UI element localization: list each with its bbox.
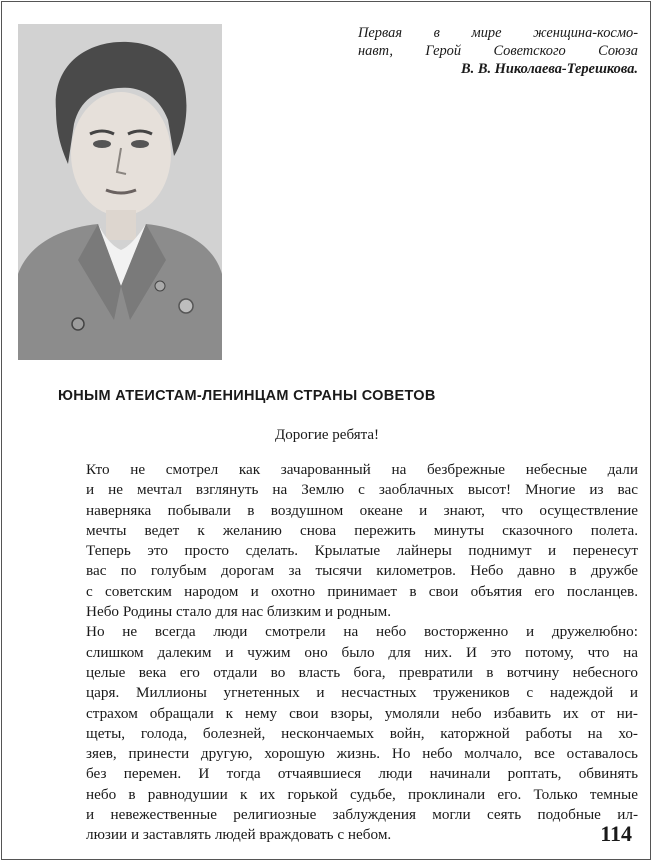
text-line: царя. Миллионы угнетенных и несчастных тружеников с надеждой и (86, 684, 638, 702)
text-line: и невежественные религиозные заблуждения могли сеять подобные ил- (86, 806, 638, 824)
text-line: вас по голубым дорогам за тысячи километров. Небо давно в дружбе (86, 562, 638, 580)
text-line: целые века его отдали во власть бога, превратили в вотчину небесного (86, 663, 638, 681)
article-body (62, 460, 638, 846)
text-line: щеты, голода, болезней, нескончаемых войн, каторжной работы на хо- (86, 724, 638, 742)
text-line: Теперь это просто сделать. Крылатые лайнеры поднимут и перенесут (86, 542, 638, 560)
text-line: Небо Родины стало для нас близким и родным. (86, 603, 392, 621)
salutation: Дорогие ребята! (274, 427, 380, 443)
text-line: Кто не смотрел как зачарованный на безбрежные небесные дали (86, 461, 638, 478)
page-number: 114 (600, 821, 632, 846)
paragraph-1 (62, 460, 638, 622)
caption-line-1: Первая в мире женщина-космо- (358, 25, 638, 41)
book-page (1, 1, 651, 860)
text-line: без перемен. И тогда отчаявшиеся люди начинали роптать, обвинять (86, 765, 638, 783)
text-line: страхом обращали к нему свои взоры, умоляли небо избавить их от ни- (86, 704, 638, 722)
caption-line-2: навт, Герой Советского Союза (358, 43, 638, 59)
text-line: мечты ведет к желанию снова пережить минуты сказочного полета. (86, 521, 638, 539)
article-heading: ЮНЫМ АТЕИСТАМ-ЛЕНИНЦАМ СТРАНЫ СОВЕТОВ (58, 388, 436, 404)
text-line: слишком далеким и чужим оно было для них. И это потому, что на (86, 643, 638, 661)
text-line: с советским народом и охотно принимает в свои объятия его посланцев. (86, 582, 638, 600)
portrait-caption (358, 24, 638, 78)
text-line: наверняка побывали в воздушном океане и знают, что осуществление (86, 501, 638, 519)
text-line: зяев, принести другую, хорошую жизнь. Но небо молчало, все оставалось (86, 745, 638, 763)
text-line: и не мечтал взглянуть на Землю с заоблачных высот! Многие из вас (86, 481, 638, 499)
text-line: Но не всегда люди смотрели на небо восторженно и дружелюбно: (86, 623, 638, 641)
portrait-photo (18, 24, 222, 360)
portrait-image (18, 24, 222, 360)
text-line: люзии и заставлять людей враждовать с небом. (86, 826, 392, 844)
text-line: небо в равнодушии к их горькой судьбе, проклинали его. Только темные (86, 785, 638, 803)
paragraph-2 (62, 622, 638, 845)
caption-name: В. В. Николаева-Терешкова. (461, 61, 638, 77)
